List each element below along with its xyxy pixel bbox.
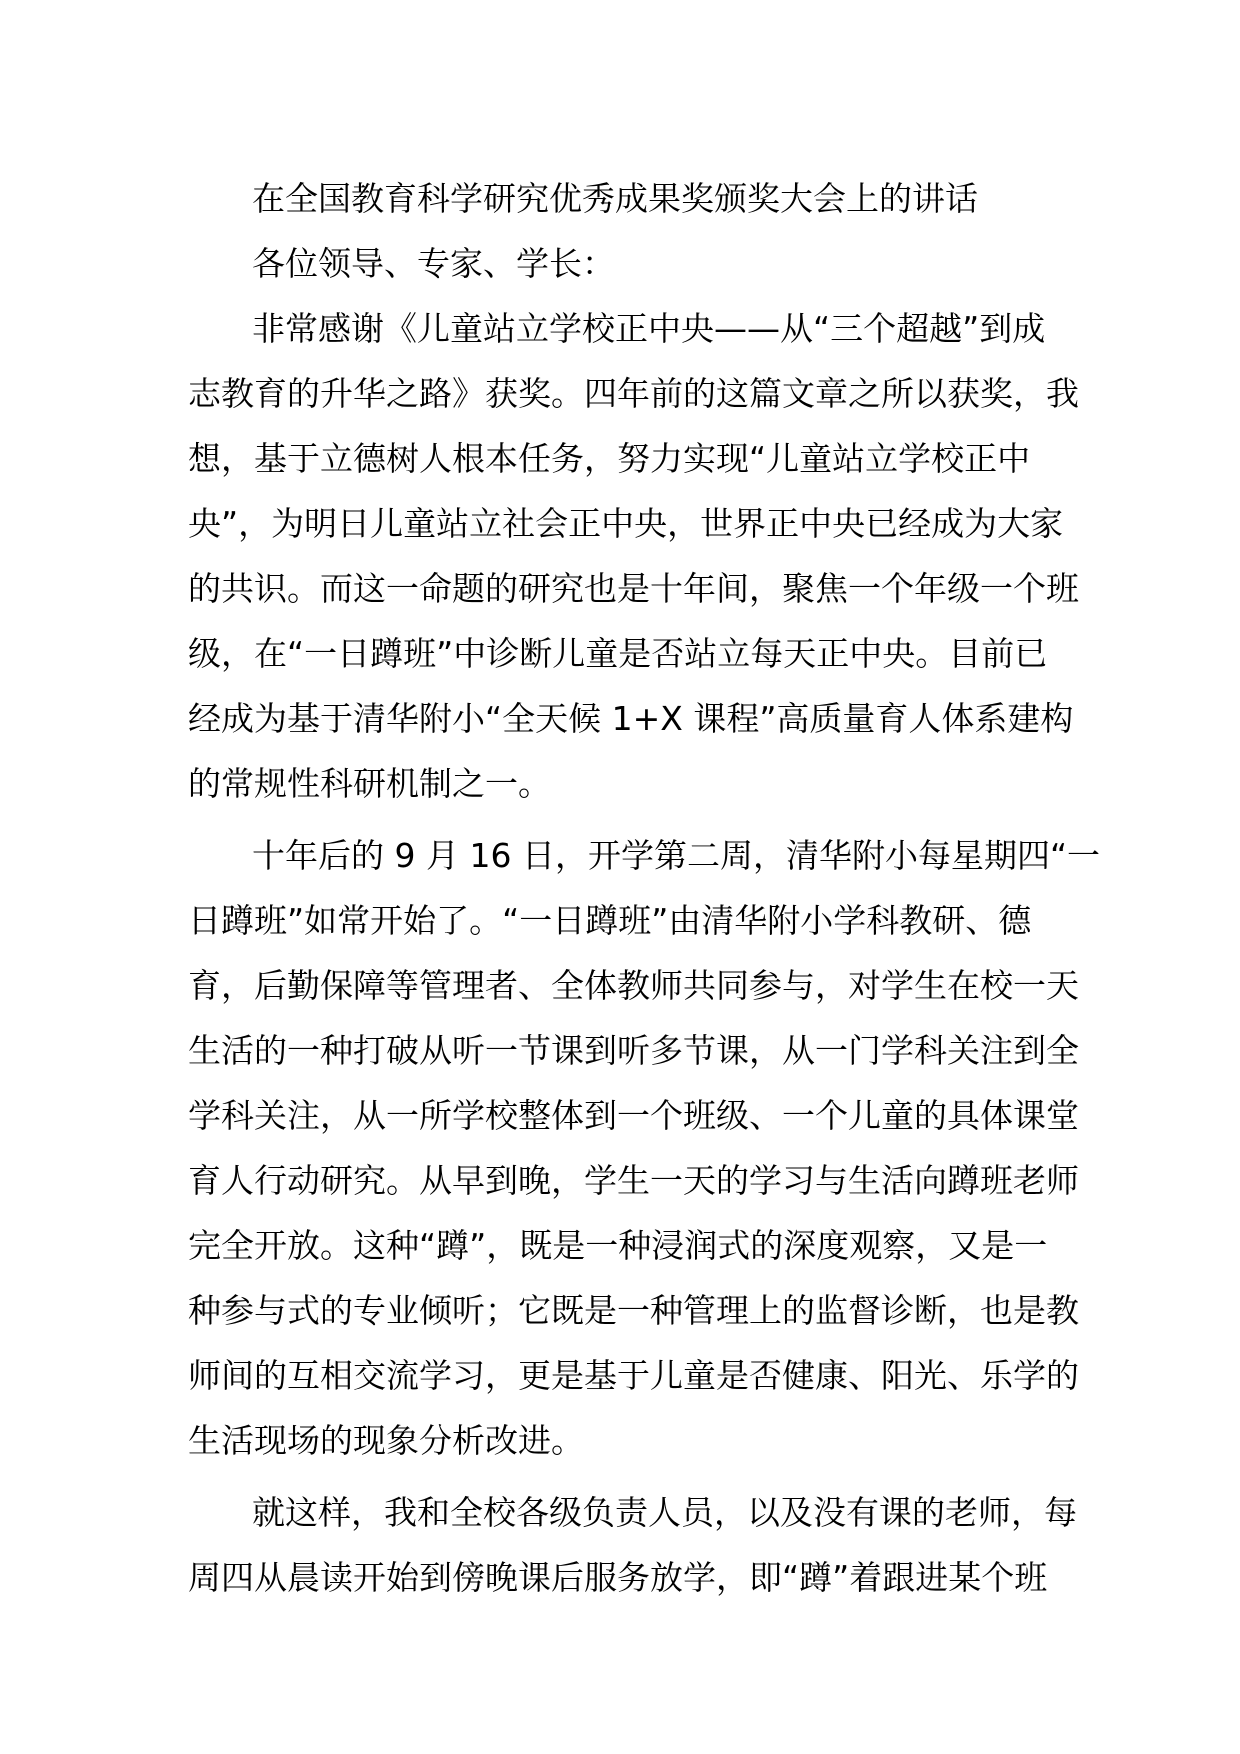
paragraph-2 xyxy=(188,823,1101,1473)
paragraph-line: 育，后勤保障等管理者、全体教师共同参与，对学生在校一天 xyxy=(188,966,1079,1005)
salutation: 各位领导、专家、学长： xyxy=(252,244,615,283)
paragraph-line: 央”，为明日儿童站立社会正中央，世界正中央已经成为大家 xyxy=(188,504,1064,543)
paragraph-line: 经成为基于清华附小“全天候 1+X 课程”高质量育人体系建构 xyxy=(188,699,1074,738)
paragraph-line: 周四从晨读开始到傍晚课后服务放学，即“蹲”着跟进某个班 xyxy=(188,1558,1048,1597)
paragraph-line: 种参与式的专业倾听；它既是一种管理上的监督诊断，也是教 xyxy=(188,1291,1079,1330)
paragraph-line: 非常感谢《儿童站立学校正中央——从“三个超越”到成 xyxy=(252,309,1046,348)
paragraph-line: 想，基于立德树人根本任务，努力实现“儿童站立学校正中 xyxy=(188,439,1031,478)
paragraph-line: 志教育的升华之路》获奖。四年前的这篇文章之所以获奖，我 xyxy=(188,374,1079,413)
paragraph-line: 的共识。而这一命题的研究也是十年间，聚焦一个年级一个班 xyxy=(188,569,1079,608)
paragraph-line: 日蹲班”如常开始了。“一日蹲班”由清华附小学科教研、德 xyxy=(188,901,1032,940)
paragraph-line: 十年后的 9 月 16 日，开学第二周，清华附小每星期四“一 xyxy=(252,836,1101,875)
paragraph-line: 就这样，我和全校各级负责人员，以及没有课的老师，每 xyxy=(252,1493,1077,1532)
paragraph-line: 生活的一种打破从听一节课到听多节课，从一门学科关注到全 xyxy=(188,1031,1079,1070)
paragraph-line: 育人行动研究。从早到晚，学生一天的学习与生活向蹲班老师 xyxy=(188,1161,1079,1200)
document-body xyxy=(188,166,1101,1610)
speech-title: 在全国教育科学研究优秀成果奖颁奖大会上的讲话 xyxy=(252,179,978,218)
paragraph-line: 级，在“一日蹲班”中诊断儿童是否站立每天正中央。目前已 xyxy=(188,634,1048,673)
paragraph-1 xyxy=(188,296,1079,816)
paragraph-line: 师间的互相交流学习，更是基于儿童是否健康、阳光、乐学的 xyxy=(188,1356,1079,1395)
paragraph-line: 完全开放。这种“蹲”，既是一种浸润式的深度观察，又是一 xyxy=(188,1226,1048,1265)
paragraph-line: 学科关注，从一所学校整体到一个班级、一个儿童的具体课堂 xyxy=(188,1096,1079,1135)
paragraph-line: 生活现场的现象分析改进。 xyxy=(188,1421,584,1460)
paragraph-line: 的常规性科研机制之一。 xyxy=(188,764,551,803)
paragraph-3 xyxy=(188,1480,1077,1610)
